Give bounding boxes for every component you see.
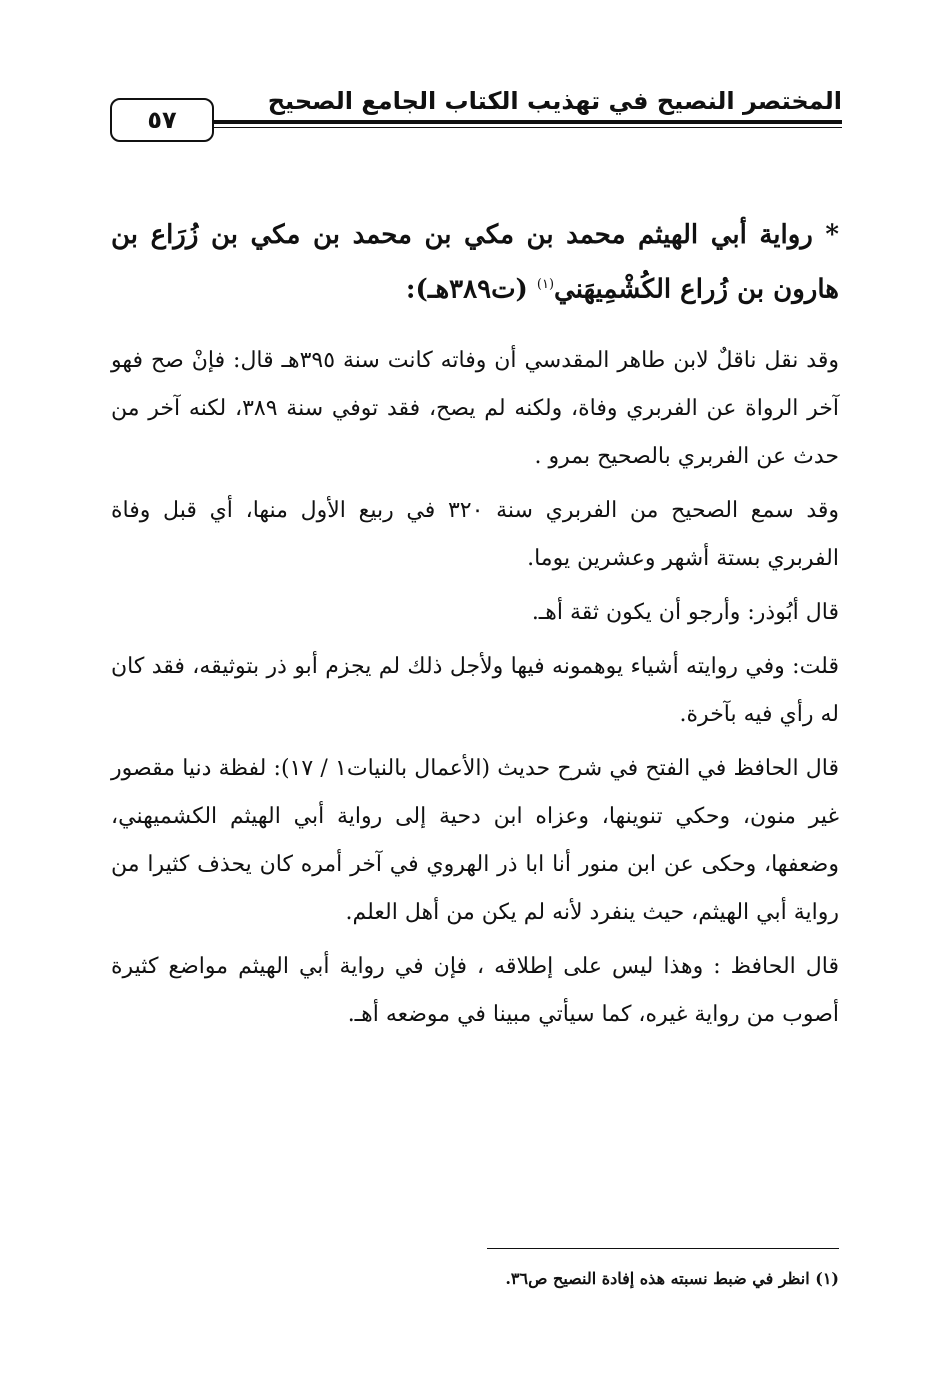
paragraph-6: قال الحافظ : وهذا ليس على إطلاقه ، فإن في رواية أبي الهيثم مواضع كثيرة أصوب من رواية غيره، كما سيأتي مبينا في موضعه أهـ. xyxy=(111,953,839,1027)
running-header xyxy=(110,78,842,148)
book-title: المختصر النصيح في تهذيب الكتاب الجامع الصحيح xyxy=(267,87,842,115)
paragraph-1: وقد نقل ناقلٌ لابن طاهر المقدسي أن وفاته كانت سنة ٣٩٥هـ قال: فإنْ صح فهو آخر الرواة عن الفربري وفاة، ولكنه لم يصح، فقد توفي سنة ٣٨٩، لكنه آخر من حدث عن الفربري بالصحيح بمرو . xyxy=(111,347,840,469)
heading-tail: (ت٣٨٩هـ): xyxy=(405,274,537,305)
footnote: (١) انظر في ضبط نسبته هذه إفادة النصيح ص٣٦. xyxy=(505,1269,839,1288)
paragraph-2: وقد سمع الصحيح من الفربري سنة ٣٢٠ في ربيع الأول منها، أي قبل وفاة الفربري بستة أشهر وعشرين يوما. xyxy=(111,497,840,571)
paragraph-3: قال أبُوذر: وأرجو أن يكون ثقة أهـ. xyxy=(531,599,839,625)
paragraph-4: قلت: وفي روايته أشياء يوهمونه فيها ولأجل ذلك لم يجزم أبو ذر بتوثيقه، فقد كان له رأي فيه بآخرة. xyxy=(111,653,839,727)
footnote-separator xyxy=(487,1248,839,1249)
header-rule-thin xyxy=(212,127,842,128)
heading-text: * رواية أبي الهيثم محمد بن مكي بن محمد بن مكي بن زُرَاع بن هارون بن زُراع الكُشْمِيهَني xyxy=(111,220,839,305)
header-rule xyxy=(212,120,842,124)
page-body xyxy=(111,210,839,1045)
page-number: ٥٧ xyxy=(110,98,214,142)
footnote-marker: (١) xyxy=(536,277,555,292)
paragraph-5: قال الحافظ في الفتح في شرح حديث (الأعمال بالنيات١ / ١٧): لفظة دنيا مقصور غير منون، وحكي تنوينها، وعزاه ابن دحية إلى رواية أبي الهيثم الكشميهني، وضعفها، وحكى عن ابن منور أنا ابا ذر الهروي في آخر أمره كان يحذف كثيرا من رواية أبي الهيثم، حيث ينفرد لأنه لم يكن من أهل العلم. xyxy=(111,755,840,925)
section-heading xyxy=(111,210,839,315)
